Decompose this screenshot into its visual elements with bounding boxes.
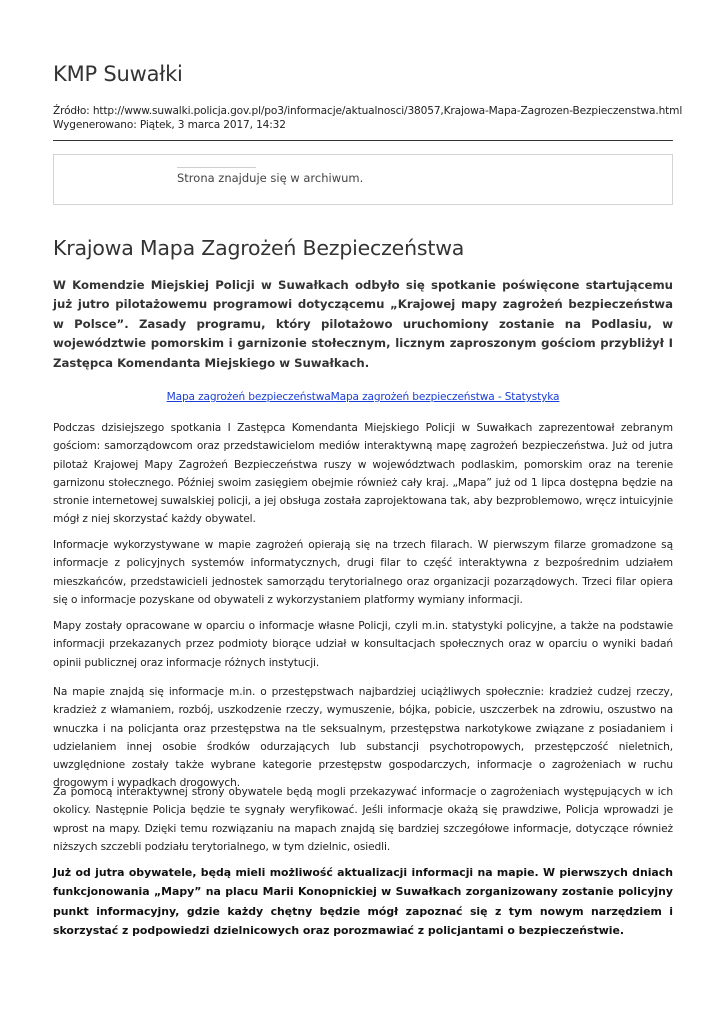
archive-notice-rule <box>177 167 256 168</box>
page-meta <box>53 104 693 132</box>
header-divider <box>53 140 673 141</box>
article-lead: W Komendzie Miejskiej Policji w Suwałkach odbyło się spotkanie poświęcone startującemu już jutro pilotażowemu programowi dotyczącemu „Krajowej mapy zagrożeń bezpieczeństwa w Polsce”. Zasady programu, który pilotażowo uruchomiony zostanie na Podlasiu, w województwie pomorskim i garnizonie stołecznym, licznym zaproszonym gościom przybliżył I Zastępca Komendanta Miejskiego w Suwałkach. <box>53 278 673 370</box>
map-links <box>53 391 673 403</box>
article-paragraph: Podczas dzisiejszego spotkania I Zastępca Komendanta Miejskiego Policji w Suwałkach zaprezentował zebranym gościom: samorządowcom oraz przedstawicielom mediów interaktywną mapę zagrożeń bezpieczeństwa. Już od jutra pilotaż Krajowej Mapy Zagrożeń Bezpieczeństwa ruszy w województwach podlaskim, pomorskim oraz na terenie garnizonu stołecznego. Później swoim zasięgiem obejmie również cały kraj. „Mapa” już od 1 lipca dostępna będzie na stronie internetowej suwalskiej policji, a jej obsługa została zaprojektowana tak, aby bezproblemowo, wręcz intuicyjnie mógł z niej skorzystać każdy obywatel. <box>53 422 673 526</box>
article-paragraph: Informacje wykorzystywane w mapie zagrożeń opierają się na trzech filarach. W pierwszym filarze gromadzone są informacje z policyjnych systemów informatycznych, drugi filar to część interaktywna z bezpośrednim udziałem mieszkańców, przedstawicieli jednostek samorządu terytorialnego oraz organizacji pozarządowych. Trzeci filar opiera się o informacje pozyskane od obywateli z wykorzystaniem platformy wymiany informacji. <box>53 539 673 606</box>
archive-notice: Strona znajduje się w archiwum. <box>177 171 364 185</box>
article-paragraph: Za pomocą interaktywnej strony obywatele będą mogli przekazywać informacje o zagrożeniach występujących w ich okolicy. Następnie Policja będzie te sygnały weryfikować. Jeśli informacje okażą się prawdziwe, Policja wprowadzi je wprost na mapy. Dzięki temu rozwiązaniu na mapach znajdą się bardziej szczegółowe informacje, dotyczące również niższych szczebli podziału terytorialnego, w tym dzielnic, osiedli. <box>53 786 673 853</box>
source-url: Źródło: http://www.suwalki.policja.gov.pl/po3/informacje/aktualnosci/38057,Krajowa-Mapa-Zagrozen-Bezpieczenstwa.html <box>53 105 683 117</box>
article-paragraph: Mapy zostały opracowane w oparciu o informacje własne Policji, czyli m.in. statystyki policyjne, a także na podstawie informacji przekazanych przez podmioty biorące udział w konsultacjach społecznych oraz w oparciu o wyniki badań opinii publicznej oraz informacje różnych instytucji. <box>53 620 673 669</box>
map-link[interactable]: Mapa zagrożeń bezpieczeństwa <box>166 391 331 403</box>
archive-notice-box <box>53 154 673 205</box>
map-statistics-link[interactable]: Mapa zagrożeń bezpieczeństwa - Statystyka <box>330 391 560 403</box>
generated-date: Wygenerowano: Piątek, 3 marca 2017, 14:32 <box>53 119 286 131</box>
site-title: KMP Suwałki <box>53 62 183 86</box>
article-closing-paragraph: Już od jutra obywatele, będą mieli możliwość aktualizacji informacji na mapie. W pierwszych dniach funkcjonowania „Mapy” na placu Marii Konopnickiej w Suwałkach zorganizowany zostanie policyjny punkt informacyjny, gdzie każdy chętny będzie mógł zapoznać się z tym nowym narzędziem i skorzystać z podpowiedzi dzielnicowych oraz porozmawiać z policjantami o bezpieczeństwie. <box>53 866 673 938</box>
article-title: Krajowa Mapa Zagrożeń Bezpieczeństwa <box>53 236 465 260</box>
article-paragraph: Na mapie znajdą się informacje m.in. o przestępstwach najbardziej uciążliwych społecznie: kradzież cudzej rzeczy, kradzież z włamaniem, rozbój, uszkodzenie rzeczy, wymuszenie, bójka, pobicie, uszczerbek na zdrowiu, oszustwo na wnuczka i na policjanta oraz przestępstwa na tle seksualnym, przestępstwa narkotykowe związane z posiadaniem i udzielaniem innej osobie środków odurzających lub substancji psychotropowych, przestępczość nieletnich, uwzględnione zostały także wybrane kategorie przestępstw gospodarczych, informacje o zagrożeniach w ruchu drogowym i wypadkach drogowych. <box>53 686 673 790</box>
